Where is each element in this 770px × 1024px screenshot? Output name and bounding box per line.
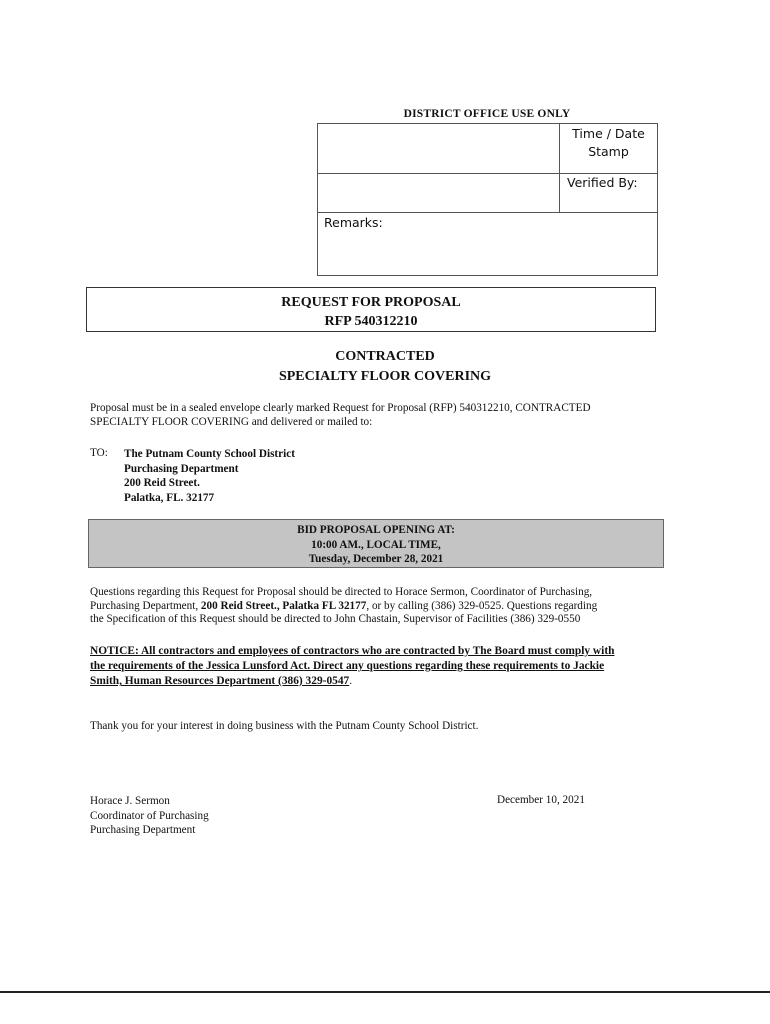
document-heading-line1: CONTRACTED [335, 349, 435, 364]
intro-paragraph [90, 402, 680, 429]
to-label: TO: [90, 447, 108, 459]
signature-block [90, 794, 209, 838]
bid-opening-line1: BID PROPOSAL OPENING AT: [297, 524, 455, 536]
office-use-box [317, 123, 658, 276]
notice-contact: Smith, Human Resources Department (386) 329-0547 [90, 675, 350, 687]
bid-opening-box [88, 519, 664, 568]
page-bottom-rule [0, 991, 770, 993]
office-use-title: DISTRICT OFFICE USE ONLY [403, 108, 571, 120]
questions-line2 [90, 600, 680, 614]
stamp-label-line2: Stamp [588, 144, 629, 159]
verified-by-label: Verified By: [567, 175, 638, 190]
intro-line1: Proposal must be in a sealed envelope clearly marked Request for Proposal (RFP) 540312210, CONTRACTED [90, 402, 591, 414]
time-date-stamp-label [560, 125, 657, 161]
bid-opening-line2: 10:00 AM., LOCAL TIME, [311, 538, 441, 551]
thank-you-text: Thank you for your interest in doing business with the Putnam County School District. [90, 720, 479, 732]
bid-opening-line3: Tuesday, December 28, 2021 [308, 553, 444, 565]
rfp-title: REQUEST FOR PROPOSAL [281, 295, 461, 310]
address-line3: 200 Reid Street. [124, 477, 200, 489]
address-line4: Palatka, FL. 32177 [124, 491, 215, 504]
rfp-number: RFP 540312210 [324, 314, 418, 329]
stamp-label-line1: Time / Date [572, 126, 645, 141]
remarks-label: Remarks: [324, 215, 383, 230]
signer-name: Horace J. Sermon [90, 795, 170, 807]
document-heading-line2: SPECIALTY FLOOR COVERING [278, 369, 492, 384]
address-line1: The Putnam County School District [124, 448, 295, 460]
questions-line1: Questions regarding this Request for Proposal should be directed to Horace Sermon, Coordinator of Purchasing, [90, 586, 593, 598]
questions-department: Purchasing Department, [90, 599, 199, 612]
signer-department: Purchasing Department [90, 824, 196, 836]
address-line2: Purchasing Department [124, 462, 239, 475]
signer-title: Coordinator of Purchasing [90, 809, 209, 822]
questions-address: 200 Reid Street., Palatka FL 32177 [200, 599, 367, 612]
notice-line2: the requirements of the Jessica Lunsford Act. Direct any questions regarding these requirements to Jackie [90, 660, 605, 672]
mailing-address [124, 447, 295, 505]
notice-period: . [349, 675, 353, 687]
intro-line2: SPECIALTY FLOOR COVERING and delivered or mailed to: [90, 415, 373, 428]
document-date: December 10, 2021 [497, 794, 585, 806]
questions-line3: the Specification of this Request should be directed to John Chastain, Supervisor of Facilities (386) 329-0550 [90, 613, 581, 625]
notice-line3 [90, 674, 685, 689]
notice-paragraph [90, 644, 685, 689]
questions-paragraph [90, 586, 680, 627]
rfp-title-box [86, 287, 656, 332]
notice-line1: NOTICE: All contractors and employees of contractors who are contracted by The Board must comply with [90, 645, 615, 657]
questions-phone: , or by calling (386) 329-0525. Questions regarding [366, 599, 598, 612]
